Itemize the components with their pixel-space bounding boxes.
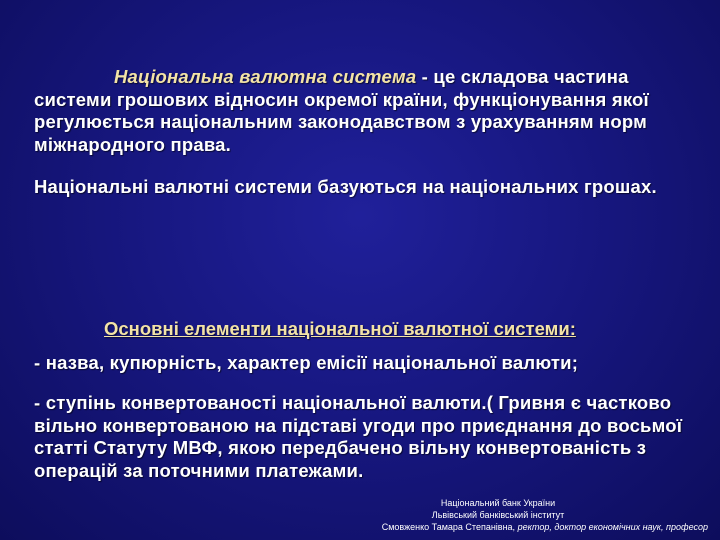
slide-footer: [288, 497, 708, 533]
elements-heading: Основні елементи національної валютної системи:: [104, 318, 576, 339]
footer-author-line: [288, 521, 708, 533]
footer-institute: Львівський банківський інститут: [431, 510, 565, 520]
definition-text: - це складова частина системи грошових відносин окремої країни, функціонування якої регулюється національним законодавством з урахуванням норм міжнародного права.: [34, 66, 649, 155]
footer-bank: Національний банк України: [440, 498, 556, 508]
footer-author: Смовженко Тамара Степанівна,: [381, 522, 516, 532]
footer-position: ректор, доктор економічних наук, професор: [517, 522, 708, 532]
definition-paragraph: [34, 66, 704, 156]
basis-paragraph: Національні валютні системи базуються на національних грошах.: [34, 176, 657, 197]
definition-term: Національна валютна система: [114, 66, 417, 87]
element-item-convertibility: - ступінь конвертованості національної валюти.( Гривня є частково вільно конвертованою на підставі угоди про приєднання до восьмої статті Статуту МВФ, якою передбачено вільну конвертованість з операцій за поточними платежами.: [34, 392, 683, 481]
element-item-name: - назва, купюрність, характер емісії національної валюти;: [34, 352, 579, 373]
